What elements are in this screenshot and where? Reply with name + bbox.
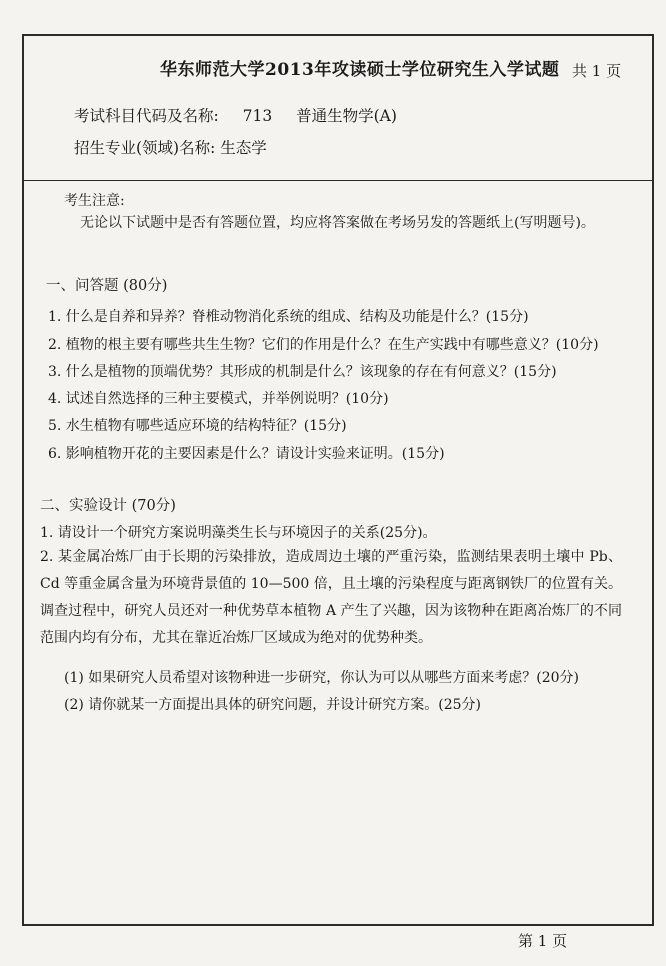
- design-question-2: 2. 某金属冶炼厂由于长期的污染排放，造成周边土壤的严重污染，监测结果表明土壤中 Pb、Cd 等重金属含量为环境背景值的 10—500 倍，且土壤的污染程度与距离钢铁厂的位置有关。调查过程中，研究人员还对一种优势草本植物 A 产生了兴趣，因为该物种在距离冶炼厂的不同范围内均有分布，尤其在靠近冶炼厂区域成为绝对的优势种类。: [40, 549, 622, 646]
- total-pages: 共 1 页: [572, 62, 622, 80]
- design-question-1: 1. 请设计一个研究方案说明藻类生长与环境因子的关系(25分)。: [40, 525, 437, 541]
- subject-row: [74, 104, 397, 126]
- section2-title: 二、实验设计 (70分): [40, 498, 176, 514]
- notice-text: 无论以下试题中是否有答题位置，均应将答案做在考场另发的答题纸上(写明题号)。: [80, 215, 595, 231]
- page-number: 第 1 页: [518, 932, 568, 950]
- page-frame: [22, 34, 654, 926]
- header-divider: [22, 180, 654, 181]
- major-label: 招生专业(领域)名称:: [74, 139, 216, 157]
- question-6: 6. 影响植物开花的主要因素是什么？请设计实验来证明。(15分): [48, 446, 445, 462]
- design-subquestion-2: (2) 请你就某一方面提出具体的研究问题，并设计研究方案。(25分): [64, 697, 482, 713]
- subject-code: 713: [242, 107, 273, 125]
- question-3: 3. 什么是植物的顶端优势？其形成的机制是什么？该现象的存在有何意义？(15分): [48, 364, 557, 380]
- question-5: 5. 水生植物有哪些适应环境的结构特征？(15分): [48, 418, 347, 434]
- subject-name: 普通生物学(A): [296, 107, 397, 125]
- question-1: 1. 什么是自养和异养？脊椎动物消化系统的组成、结构及功能是什么？(15分): [48, 309, 529, 325]
- exam-title: 华东师范大学2013年攻读硕士学位研究生入学试题: [160, 60, 560, 80]
- major-row: [74, 136, 267, 158]
- notice-heading: 考生注意:: [64, 193, 125, 209]
- question-2: 2. 植物的根主要有哪些共生生物？它们的作用是什么？在生产实践中有哪些意义？(10分): [48, 337, 599, 353]
- subject-label: 考试科目代码及名称:: [74, 107, 219, 125]
- design-subquestion-1: (1) 如果研究人员希望对该物种进一步研究，你认为可以从哪些方面来考虑？(20分): [64, 670, 580, 686]
- question-4: 4. 试述自然选择的三种主要模式，并举例说明？(10分): [48, 391, 389, 407]
- major-name: 生态学: [220, 139, 267, 157]
- section1-title: 一、问答题 (80分): [46, 278, 168, 294]
